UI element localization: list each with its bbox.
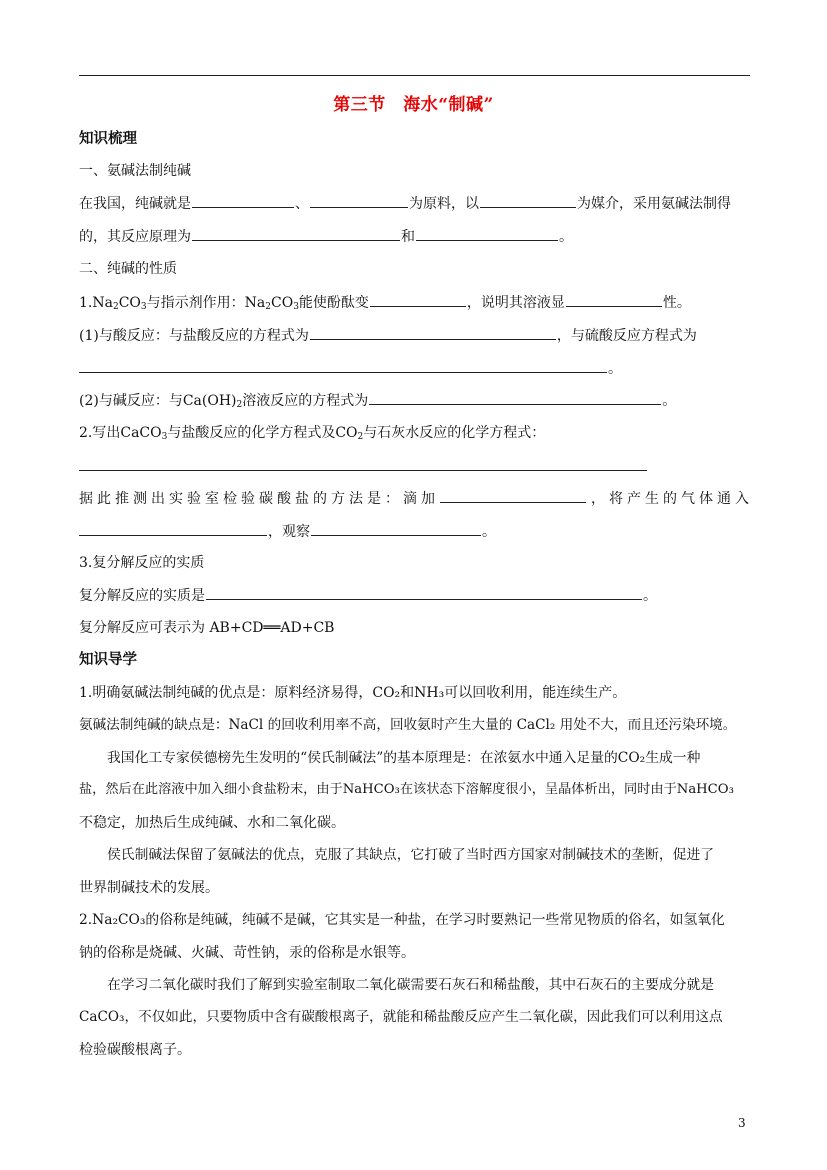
guide-p3-l1: 侯氏制碱法保留了氨碱法的优点，克服了其缺点，它打破了当时西方国家对制碱技术的垄断，促进了 (107, 847, 715, 863)
blank-color[interactable] (370, 292, 466, 307)
infer-line2: ，观察 。 (79, 521, 496, 542)
guide-p4-l1: 2.Na₂CO₃的俗称是纯碱，纯碱不是碱，它其实是一种盐，在学习时要熟记一些常见物质的俗名，如氢氧化 (79, 912, 725, 928)
guide-p4-l2: 钠的俗称是烧碱、火碱、苛性钠，汞的俗称是水银等。 (79, 945, 415, 961)
q2-line: 2.写出CaCO$_3$与盐酸反应的化学方程式及$CO_2$与石灰水反应的化学方程式： (79, 425, 546, 442)
base-reaction-line: (2)与碱反应：与$Ca(OH)_2$溶液反应的方程式为 。 (79, 390, 676, 411)
blank-reaction-2[interactable] (416, 226, 558, 241)
blank-raw-material-2[interactable] (310, 193, 408, 208)
section-heading-zhishi-shuli: 知识梳理 (79, 130, 137, 147)
part1-heading: 一、氨碱法制纯碱 (79, 163, 191, 179)
blank-h2so4-equation[interactable] (79, 358, 607, 373)
q3-line: 复分解反应的实质是 。 (79, 585, 657, 606)
q2-answer-line (79, 456, 648, 477)
blank-reagent[interactable] (440, 488, 586, 503)
part1-line1: 在我国，纯碱就是 、 为原料，以 为媒介，采用氨碱法制得 (79, 193, 731, 214)
blank-medium[interactable] (480, 193, 576, 208)
acid-reaction-line2: 。 (79, 358, 622, 379)
guide-p5-l3: 检验碳酸根离子。 (79, 1042, 191, 1058)
blank-gas-into[interactable] (79, 521, 267, 536)
part2-heading: 二、纯碱的性质 (79, 261, 177, 277)
part1-line2: 的，其反应原理为 和 。 (79, 226, 573, 247)
guide-p2-l2: 盐，然后在此溶液中加入细小食盐粉末，由于NaHCO₃在该状态下溶解度很小，呈晶体析出，同时由于NaHCO₃ (79, 782, 734, 797)
guide-p1-l2: 氨碱法制纯碱的缺点是：NaCl 的回收利用率不高，回收氨时产生大量的 CaCl₂ 用处不大，而且还污染环境。 (79, 717, 737, 733)
q3-formula: 复分解反应可表示为 AB+CD══AD+CB (79, 620, 335, 636)
blank-hcl-equation[interactable] (310, 325, 556, 340)
guide-p5-l2: CaCO₃，不仅如此，只要物质中含有碳酸根离子，就能和稀盐酸反应产生二氧化碳，因此我们可以利用这点 (79, 1009, 723, 1025)
page-number: 3 (738, 1116, 746, 1130)
blank-observe[interactable] (311, 521, 481, 536)
guide-p1-l1: 1.明确氨碱法制纯碱的优点是：原料经济易得，CO₂和NH₃可以回收利用，能连续生产。 (79, 685, 627, 701)
guide-p5-l1: 在学习二氧化碳时我们了解到实验室制取二氧化碳需要石灰石和稀盐酸，其中石灰石的主要成分就是 (107, 977, 715, 993)
infer-line1: 据此推测出实验室检验碳酸盐的方法是：滴加 ，将产生的气体通入 (79, 488, 749, 509)
blank-caoh2-equation[interactable] (369, 390, 661, 405)
acid-reaction-line: (1)与酸反应：与盐酸反应的方程式为 ，与硫酸反应方程式为 (79, 325, 697, 346)
page-title: 第三节 海水“制碱” (333, 95, 494, 115)
guide-p2-l3: 不稳定，加热后生成纯碱、水和二氧化碳。 (79, 815, 345, 831)
header-rule (79, 75, 750, 76)
blank-essence[interactable] (206, 585, 642, 600)
blank-q2-equations[interactable] (79, 456, 647, 471)
q3-heading: 3.复分解反应的实质 (79, 555, 205, 571)
q1-line: $1.Na_2CO_3$与指示剂作用：$Na_2CO_3$能使酚酞变 ，说明其溶液显 性。 (79, 292, 691, 313)
blank-raw-material-1[interactable] (192, 193, 294, 208)
guide-p2-l1: 我国化工专家侯德榜先生发明的“侯氏制碱法”的基本原理是：在浓氨水中通入足量的CO₂生成一种 (107, 750, 701, 766)
section-heading-zhishi-daoxue: 知识导学 (79, 651, 137, 668)
blank-solution-property[interactable] (566, 292, 662, 307)
blank-reaction-1[interactable] (192, 226, 400, 241)
guide-p3-l2: 世界制碱技术的发展。 (79, 880, 219, 896)
